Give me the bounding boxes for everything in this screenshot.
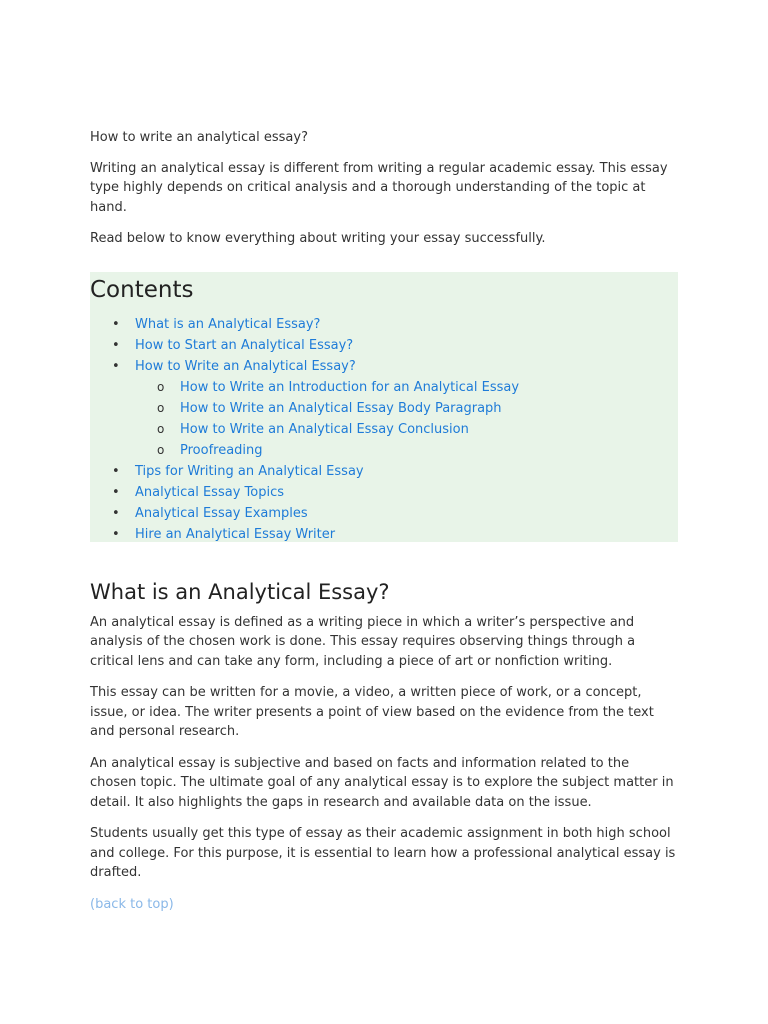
toc-item <box>90 356 678 377</box>
toc-link-how-to-start[interactable]: How to Start an Analytical Essay? <box>135 337 354 353</box>
intro-paragraph-1: Writing an analytical essay is different from writing a regular academic essay. This essay type highly depends on critical analysis and a thorough understanding of the topic at hand. <box>90 160 668 215</box>
toc-list-continued <box>90 461 678 545</box>
intro-paragraph-2: Read below to know everything about writing your essay successfully. <box>90 231 546 246</box>
bullet-icon: • <box>112 463 120 479</box>
intro-title: How to write an analytical essay? <box>90 130 308 145</box>
bullet-icon: • <box>112 484 120 500</box>
back-to-top-wrapper <box>90 895 678 915</box>
toc-sublist-container <box>90 377 678 461</box>
bullet-icon: • <box>112 526 120 542</box>
toc-subitem <box>135 419 678 440</box>
section-paragraph: Students usually get this type of essay as their academic assignment in both high school and college. For this purpose, it is essential to learn how a professional analytical essay is drafted. <box>90 826 676 880</box>
toc-link-body-paragraph[interactable]: How to Write an Analytical Essay Body Paragraph <box>180 400 502 416</box>
section-paragraph: An analytical essay is subjective and based on facts and information related to the chosen topic. The ultimate goal of any analytical essay is to explore the subject matter in detail. It also highlights the gaps in research and available data on the issue. <box>90 755 674 810</box>
toc-subitem <box>135 440 678 461</box>
toc-link-proofreading[interactable]: Proofreading <box>180 442 263 458</box>
circle-bullet-icon: o <box>157 442 165 457</box>
toc-link-conclusion[interactable]: How to Write an Analytical Essay Conclusion <box>180 421 469 437</box>
toc-subitem <box>135 398 678 419</box>
back-to-top-link[interactable]: (back to top) <box>90 896 174 912</box>
toc-list <box>90 314 678 377</box>
toc-item <box>90 524 678 545</box>
toc-item <box>90 461 678 482</box>
table-of-contents <box>90 272 678 542</box>
toc-link-tips[interactable]: Tips for Writing an Analytical Essay <box>135 463 364 479</box>
toc-link-what-is[interactable]: What is an Analytical Essay? <box>135 316 321 332</box>
toc-sublist-wrapper <box>90 377 678 461</box>
circle-bullet-icon: o <box>157 379 165 394</box>
toc-link-topics[interactable]: Analytical Essay Topics <box>135 484 284 500</box>
circle-bullet-icon: o <box>157 400 165 415</box>
toc-link-examples[interactable]: Analytical Essay Examples <box>135 505 308 521</box>
bullet-icon: • <box>112 337 120 353</box>
toc-item <box>90 503 678 524</box>
toc-link-hire-writer[interactable]: Hire an Analytical Essay Writer <box>135 526 336 542</box>
section-title: What is an Analytical Essay? <box>90 579 390 604</box>
circle-bullet-icon: o <box>157 421 165 436</box>
toc-item <box>90 335 678 356</box>
bullet-icon: • <box>112 505 120 521</box>
toc-link-how-to-write[interactable]: How to Write an Analytical Essay? <box>135 358 356 374</box>
section-paragraph: An analytical essay is defined as a writing piece in which a writer’s perspective and analysis of the chosen work is done. This essay requires observing things through a critical lens and can take any form, including a piece of art or nonfiction writing. <box>90 614 636 669</box>
toc-item <box>90 482 678 503</box>
toc-subitem <box>135 377 678 398</box>
bullet-icon: • <box>112 316 120 332</box>
bullet-icon: • <box>112 358 120 374</box>
document-page <box>90 128 678 926</box>
toc-sublist <box>135 377 678 461</box>
toc-item <box>90 314 678 335</box>
toc-link-introduction[interactable]: How to Write an Introduction for an Analytical Essay <box>180 379 520 395</box>
toc-heading: Contents <box>90 276 194 303</box>
section-paragraph: This essay can be written for a movie, a video, a written piece of work, or a concept, issue, or idea. The writer presents a point of view based on the evidence from the text and personal research. <box>90 685 654 739</box>
